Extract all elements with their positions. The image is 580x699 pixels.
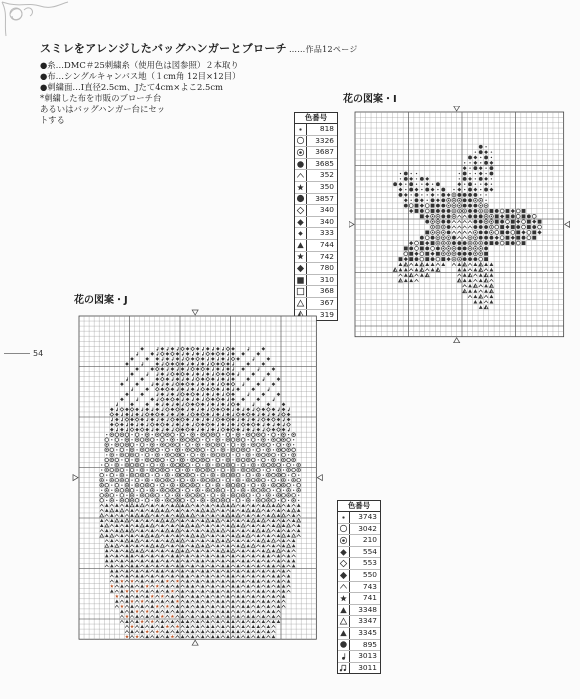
dot-symbol-icon bbox=[338, 512, 350, 523]
color-code: 3743 bbox=[358, 512, 377, 521]
color-code: 3687 bbox=[315, 147, 334, 157]
legend-row bbox=[338, 535, 380, 547]
filled-circle-symbol-icon bbox=[295, 159, 307, 170]
note-double-symbol-icon bbox=[338, 663, 350, 674]
legend-header: 色番号 bbox=[338, 501, 380, 512]
color-code: 350 bbox=[319, 181, 334, 191]
color-code: 818 bbox=[319, 124, 334, 133]
chart-i-legend bbox=[294, 112, 338, 321]
color-code: 310 bbox=[319, 274, 334, 284]
legend-row bbox=[295, 159, 337, 171]
legend-row bbox=[295, 228, 337, 240]
legend-header: 色番号 bbox=[295, 113, 337, 124]
size-line: ●刺繍面…I直径2.5cm、Jたて4cm×よこ2.5cm bbox=[40, 82, 223, 92]
legend-row bbox=[338, 628, 380, 640]
circle-symbol-icon bbox=[295, 136, 307, 147]
corner-ornament bbox=[0, 0, 70, 40]
color-code: 742 bbox=[319, 251, 334, 261]
color-code: 550 bbox=[362, 569, 377, 579]
legend-row bbox=[295, 147, 337, 159]
legend-row bbox=[295, 240, 337, 252]
color-code: 3011 bbox=[358, 662, 377, 672]
legend-row bbox=[338, 663, 380, 674]
legend-row bbox=[295, 170, 337, 182]
thread-line: ●糸…DMC＃25刺繍糸（使用色は図参照）２本取り bbox=[40, 60, 239, 70]
title-text: スミレをアレンジしたバッグハンガーとブローチ bbox=[40, 42, 287, 55]
color-code: 3347 bbox=[358, 616, 377, 626]
legend-row bbox=[295, 275, 337, 287]
legend-row bbox=[338, 558, 380, 570]
color-code: 340 bbox=[319, 216, 334, 226]
legend-row bbox=[295, 124, 337, 136]
legend-row bbox=[295, 286, 337, 298]
legend-row bbox=[338, 582, 380, 594]
color-code: 553 bbox=[362, 558, 377, 568]
legend-row bbox=[295, 298, 337, 310]
fabric-line: ●布…シングルキャンバス地（１cm角 12目×12目） bbox=[40, 71, 241, 81]
legend-row bbox=[295, 263, 337, 275]
caret-symbol-icon bbox=[338, 582, 350, 593]
legend-row bbox=[295, 217, 337, 229]
legend-row bbox=[295, 252, 337, 264]
star-solid-symbol-icon bbox=[295, 252, 307, 263]
note-line-2: あるいはバッグハンガー台にセッ bbox=[40, 104, 166, 114]
chart-j-title: 花の図案・J bbox=[74, 295, 128, 306]
color-code: 340 bbox=[319, 205, 334, 215]
diamond-symbol-icon bbox=[295, 217, 307, 228]
color-code: 319 bbox=[319, 309, 334, 319]
caret-symbol-icon bbox=[295, 170, 307, 181]
color-code: 3857 bbox=[315, 193, 334, 203]
triangle-symbol-icon bbox=[295, 240, 307, 251]
color-code: 780 bbox=[319, 263, 334, 273]
color-code: 895 bbox=[362, 639, 377, 649]
diamond-symbol-icon bbox=[338, 547, 350, 558]
color-code: 368 bbox=[319, 286, 334, 296]
chart-j-stitch-grid bbox=[72, 309, 328, 649]
legend-row bbox=[338, 651, 380, 663]
dot-symbol-icon bbox=[295, 124, 307, 135]
color-code: 554 bbox=[362, 546, 377, 556]
triangle-outline-symbol-icon bbox=[295, 298, 307, 309]
color-code: 333 bbox=[319, 228, 334, 238]
color-code: 3685 bbox=[315, 158, 334, 168]
color-code: 352 bbox=[319, 170, 334, 180]
triangle-outline-symbol-icon bbox=[338, 616, 350, 627]
circle-dot-symbol-icon bbox=[338, 535, 350, 546]
work-page-reference: ……作品12ページ bbox=[288, 45, 358, 54]
color-code: 3013 bbox=[358, 651, 377, 661]
pattern-title bbox=[40, 40, 440, 56]
chart-i-title: 花の図案・I bbox=[343, 94, 397, 105]
diamond-outline-symbol-icon bbox=[295, 205, 307, 216]
circle-symbol-icon bbox=[338, 524, 350, 535]
legend-row bbox=[338, 640, 380, 652]
diamond-solid-symbol-icon bbox=[295, 263, 307, 274]
color-code: 367 bbox=[319, 297, 334, 307]
star-symbol-icon bbox=[295, 182, 307, 193]
legend-row bbox=[338, 593, 380, 605]
diamond-solid-symbol-icon bbox=[338, 570, 350, 581]
legend-row bbox=[295, 194, 337, 206]
color-code: 3348 bbox=[358, 604, 377, 614]
triangle-solid-symbol-icon bbox=[338, 628, 350, 639]
color-code: 743 bbox=[362, 581, 377, 591]
legend-row bbox=[338, 570, 380, 582]
legend-row bbox=[295, 205, 337, 217]
legend-row bbox=[338, 512, 380, 524]
note-line-3: トする bbox=[40, 115, 65, 125]
filled-circle-symbol-icon bbox=[338, 640, 350, 651]
color-code: 3042 bbox=[358, 523, 377, 533]
legend-row bbox=[295, 136, 337, 148]
legend-row bbox=[338, 524, 380, 536]
color-code: 3326 bbox=[315, 135, 334, 145]
legend-row bbox=[338, 616, 380, 628]
star-symbol-icon bbox=[338, 593, 350, 604]
note-symbol-icon bbox=[338, 651, 350, 662]
legend-row bbox=[295, 182, 337, 194]
note-line-1: *刺繍した布を市販のブローチ台 bbox=[40, 93, 162, 103]
page-number: 54 bbox=[4, 349, 43, 358]
chart-j-legend bbox=[337, 500, 381, 674]
diamond-small-symbol-icon bbox=[295, 228, 307, 239]
diamond-outline-symbol-icon bbox=[338, 558, 350, 569]
square-outline-symbol-icon bbox=[295, 286, 307, 297]
legend-row bbox=[338, 605, 380, 617]
legend-row bbox=[338, 547, 380, 559]
color-code: 3345 bbox=[358, 627, 377, 637]
filled-circle-big-symbol-icon bbox=[295, 194, 307, 205]
color-code: 744 bbox=[319, 239, 334, 249]
triangle-symbol-icon bbox=[338, 605, 350, 616]
color-code: 210 bbox=[362, 535, 377, 545]
square-symbol-icon bbox=[295, 275, 307, 286]
chart-i-stitch-grid bbox=[349, 106, 572, 344]
color-code: 741 bbox=[362, 593, 377, 603]
circle-dot-symbol-icon bbox=[295, 147, 307, 158]
